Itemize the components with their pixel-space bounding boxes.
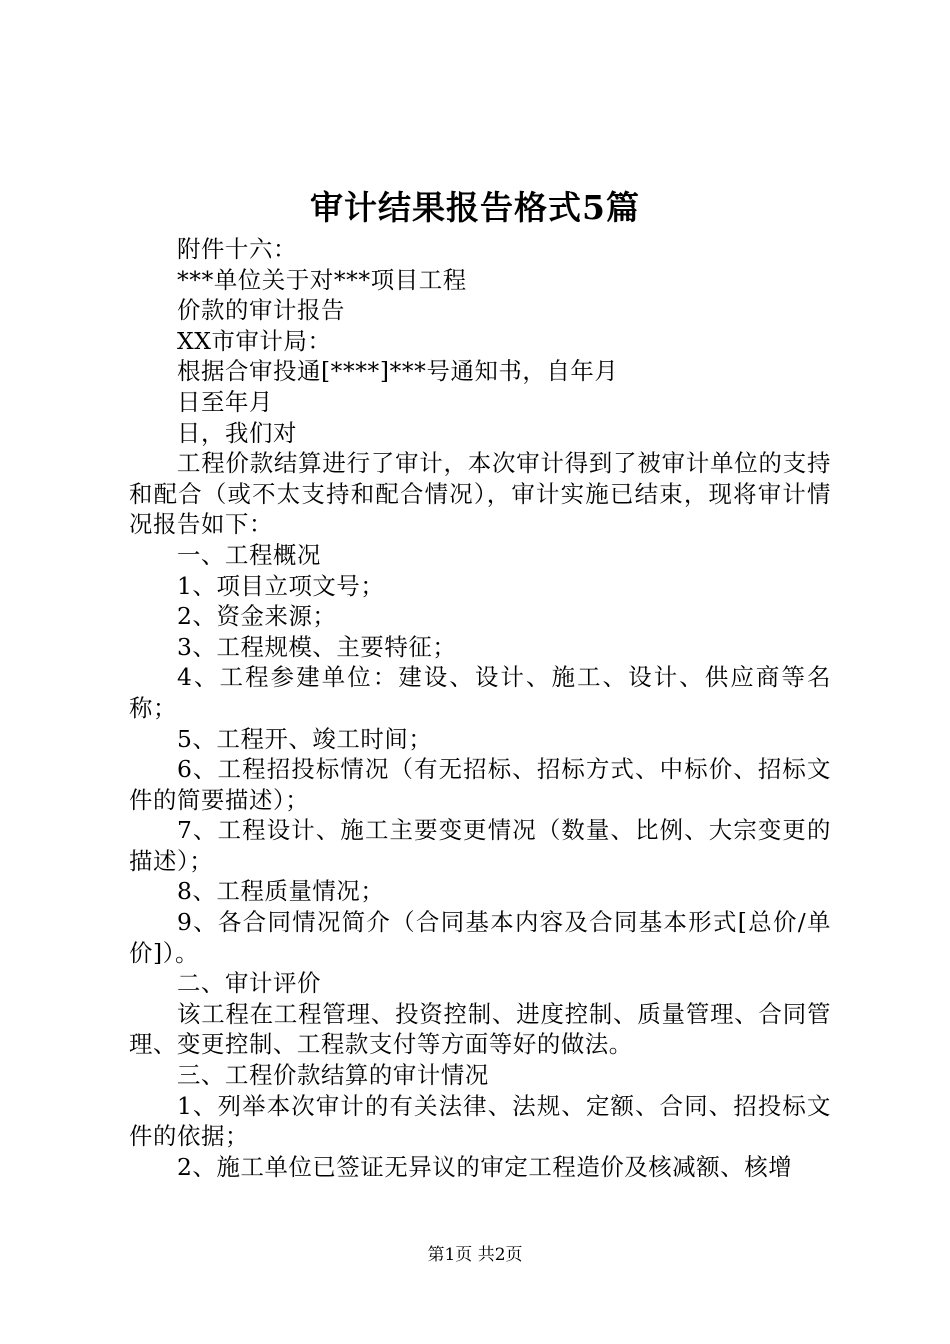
list-item: 1、列举本次审计的有关法律、法规、定额、合同、招投标文件的依据； [129, 1091, 831, 1151]
paragraph: ***单位关于对***项目工程 [177, 265, 467, 294]
paragraph: XX市审计局： [177, 326, 332, 355]
paragraph: 日至年月 [177, 387, 273, 416]
list-item: 2、资金来源； [177, 602, 337, 631]
paragraph: 附件十六： [177, 235, 297, 263]
list-item: 5、工程开、竣工时间； [177, 724, 433, 753]
list-item: 3、工程规模、主要特征； [177, 632, 457, 661]
list-item: 1、项目立项文号； [177, 571, 385, 600]
section-heading: 一、工程概况 [177, 540, 321, 569]
paragraph: 该工程在工程管理、投资控制、进度控制、质量管理、合同管理、变更控制、工程款支付等方面等好的做法。 [129, 999, 831, 1059]
list-item: 9、各合同情况简介（合同基本内容及合同基本形式[总价/单价]）。 [129, 908, 831, 967]
list-item: 6、工程招投标情况（有无招标、招标方式、中标价、招标文件的简要描述）； [129, 755, 831, 814]
list-item: 4、工程参建单位：建设、设计、施工、设计、供应商等名称； [129, 663, 831, 722]
section-heading: 二、审计评价 [177, 969, 321, 998]
section-heading: 三、工程价款结算的审计情况 [177, 1061, 489, 1090]
list-item: 2、施工单位已签证无异议的审定工程造价及核减额、核增 [177, 1152, 793, 1181]
document-title: 审计结果报告格式5篇 [310, 188, 640, 227]
paragraph: 工程价款结算进行了审计，本次审计得到了被审计单位的支持和配合（或不太支持和配合情况），审计实施已结束，现将审计情况报告如下： [129, 449, 831, 539]
paragraph: 日，我们对 [177, 418, 297, 447]
paragraph: 价款的审计报告 [177, 296, 345, 325]
paragraph: 根据合审投通[****]***号通知书，自年月 [177, 357, 619, 386]
page-footer: 第1页 共2页 [427, 1245, 523, 1265]
list-item: 7、工程设计、施工主要变更情况（数量、比例、大宗变更的描述）； [129, 816, 831, 875]
document-body [129, 234, 831, 1182]
list-item: 8、工程质量情况； [177, 877, 385, 906]
